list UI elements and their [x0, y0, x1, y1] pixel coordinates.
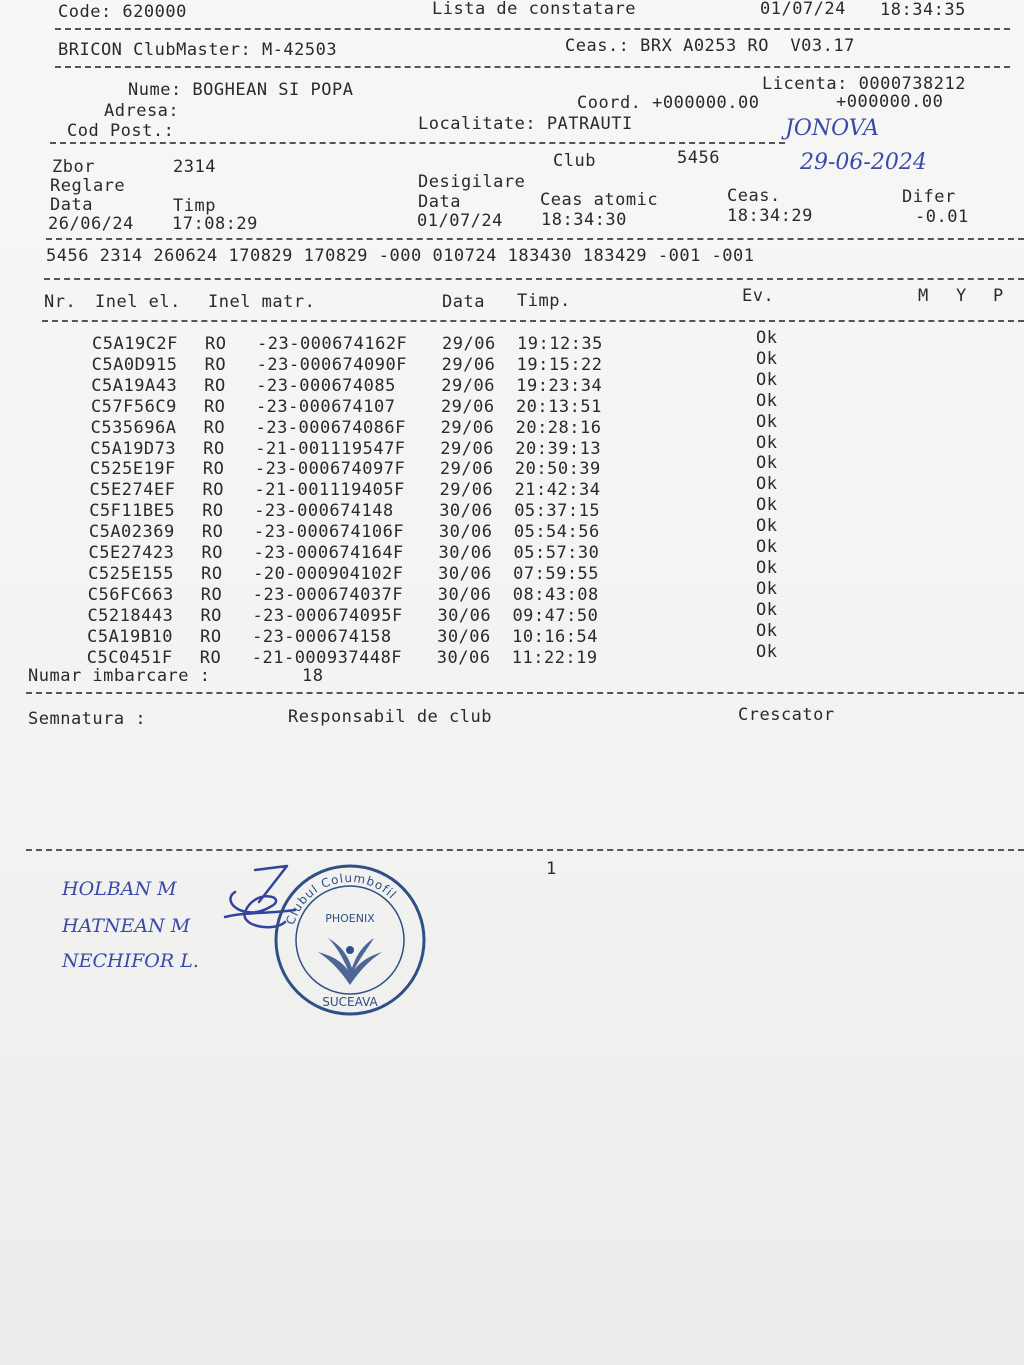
cell-ev: Ok: [756, 369, 778, 390]
code-label: Code: 620000: [58, 2, 187, 22]
divider: [50, 142, 785, 144]
unseal-date-label: Data: [418, 192, 461, 212]
page-number: 1: [546, 859, 557, 879]
print-date: 01/07/24: [760, 0, 846, 19]
cell-timp: 19:15:22: [516, 354, 603, 375]
cell-el: C56FC663: [87, 584, 174, 605]
cell-timp: 20:13:51: [515, 396, 602, 417]
cell-el: C5A19D73: [90, 438, 177, 459]
cell-el: C5A02369: [88, 522, 175, 543]
divider: [26, 692, 1024, 694]
cell-ev: Ok: [756, 537, 778, 557]
address-label: Adresa:: [104, 101, 180, 121]
cell-data: 29/06: [439, 459, 494, 480]
cell-ro: RO: [200, 626, 222, 647]
col-m: M: [918, 286, 929, 306]
cell-timp: 07:59:55: [513, 563, 600, 584]
cell-data: 29/06: [441, 354, 496, 375]
unseal-difference: -0.01: [915, 207, 969, 227]
print-time: 18:34:35: [880, 0, 966, 20]
cell-ro: RO: [201, 563, 223, 584]
cell-timp: 19:12:35: [517, 334, 603, 354]
cell-el: C5C0451F: [86, 647, 173, 668]
cell-el: C57F56C9: [90, 396, 177, 417]
cell-matr: -23-000674164F: [253, 543, 404, 563]
divider: [26, 849, 1024, 851]
setting-time: 17:08:29: [172, 214, 258, 234]
cell-ro: RO: [201, 522, 224, 543]
cell-data: 29/06: [439, 480, 494, 501]
cell-timp: 09:47:50: [512, 605, 599, 626]
cell-el: C5A19A43: [91, 375, 178, 396]
cell-ro: RO: [200, 605, 222, 626]
divider: [44, 278, 1024, 280]
cell-ev: Ok: [756, 641, 778, 662]
cell-ev: Ok: [756, 620, 778, 641]
club-label: Club: [553, 151, 596, 171]
cell-el: C525E155: [88, 563, 175, 584]
setting-label: Reglare: [50, 176, 126, 196]
cell-ev: Ok: [756, 557, 778, 578]
cell-timp: 20:28:16: [515, 417, 602, 438]
stamp-top-text: Clubul Columbofil: [283, 870, 400, 927]
cell-timp: 08:43:08: [512, 584, 599, 605]
cell-data: 29/06: [440, 438, 494, 459]
postcode-label: Cod Post.:: [67, 121, 175, 141]
breeder-label: Crescator: [738, 705, 835, 725]
setting-time-label: Timp: [173, 196, 216, 216]
divider: [42, 320, 1024, 322]
col-time: Timp.: [517, 291, 571, 311]
cell-ev: Ok: [756, 495, 778, 516]
divider: [55, 28, 1010, 30]
stamp-middle-text: PHOENIX: [325, 912, 375, 925]
handwritten-name-2: HATNEAN M: [62, 915, 191, 937]
cell-ev: Ok: [756, 474, 778, 495]
cell-el: C525E19F: [89, 459, 176, 480]
embarked-label: Numar imbarcare :: [28, 666, 211, 686]
cell-data: 29/06: [441, 375, 495, 396]
cell-data: 30/06: [437, 626, 491, 647]
locality: Localitate: PATRAUTI: [418, 114, 633, 134]
cell-ro: RO: [200, 584, 223, 605]
cell-ev: Ok: [756, 348, 778, 369]
cell-ev: Ok: [756, 390, 778, 411]
device-id: BRICON ClubMaster: M-42503: [58, 40, 338, 60]
handwritten-date: 29-06-2024: [800, 150, 927, 175]
handwritten-name-1: HOLBAN M: [62, 878, 177, 900]
cell-matr: -23-000674037F: [252, 584, 404, 605]
cell-ro: RO: [205, 334, 227, 354]
cell-el: C5A19B10: [87, 626, 173, 647]
cell-el: C5F11BE5: [89, 501, 176, 522]
cell-data: 30/06: [438, 563, 492, 584]
cell-ro: RO: [201, 543, 223, 563]
cell-data: 30/06: [436, 647, 491, 668]
cell-el: C535696A: [90, 417, 177, 438]
cell-ro: RO: [203, 396, 226, 417]
cell-timp: 05:54:56: [513, 522, 600, 543]
cell-data: 30/06: [439, 501, 493, 522]
cell-el: C5A19C2F: [92, 334, 178, 354]
cell-matr: -23-000674106F: [253, 522, 405, 543]
cell-el: C5218443: [87, 605, 174, 626]
clock-label: Ceas.: [727, 186, 781, 206]
setting-date: 26/06/24: [48, 214, 134, 234]
embarked-count: 18: [302, 666, 324, 686]
cell-matr: -23-000674086F: [255, 417, 406, 438]
col-p: P: [993, 286, 1004, 306]
signature-label: Semnatura :: [28, 709, 147, 729]
summary-line: 5456 2314 260624 170829 170829 -000 010724 183430 183429 -001 -001: [46, 246, 755, 266]
col-electronic-ring: Inel el.: [95, 292, 181, 312]
cell-matr: -23-000674158: [252, 626, 392, 647]
cell-matr: -23-000674097F: [254, 459, 406, 480]
cell-el: C5E274EF: [89, 480, 176, 501]
club-stamp: [270, 860, 430, 1020]
unseal-atomic: 18:34:30: [541, 210, 627, 230]
cell-data: 30/06: [437, 605, 492, 626]
divider: [46, 238, 1024, 240]
cell-ev: Ok: [756, 516, 778, 537]
col-date: Data: [442, 292, 485, 312]
cell-data: 29/06: [440, 396, 495, 417]
setting-date-label: Data: [50, 195, 93, 215]
licence: Licenta: 0000738212: [762, 74, 966, 94]
owner-name: Nume: BOGHEAN SI POPA: [128, 80, 354, 100]
cell-timp: 21:42:34: [514, 480, 601, 501]
cell-ev: Ok: [756, 432, 778, 453]
atomic-clock-label: Ceas atomic: [540, 190, 659, 210]
clock-id: Ceas.: BRX A0253 RO V03.17: [565, 36, 855, 56]
stamp-bottom-text: SUCEAVA: [322, 995, 378, 1009]
cell-timp: 19:23:34: [516, 375, 603, 396]
coordinates-2: +000000.00: [836, 92, 944, 112]
cell-timp: 20:50:39: [514, 459, 601, 480]
cell-ro: RO: [202, 459, 225, 480]
cell-ro: RO: [204, 354, 227, 375]
cell-el: C5A0D915: [91, 354, 178, 375]
cell-ro: RO: [204, 375, 226, 396]
col-event: Ev.: [742, 286, 775, 306]
divider: [55, 66, 1010, 68]
handwritten-name-3: NECHIFOR L.: [62, 950, 199, 972]
col-nr: Nr.: [44, 292, 77, 312]
cell-ro: RO: [202, 480, 225, 501]
unseal-date: 01/07/24: [417, 211, 503, 231]
col-ring-number: Inel matr.: [208, 292, 316, 312]
cell-matr: -23-000674162F: [257, 334, 408, 354]
cell-timp: 05:57:30: [513, 543, 600, 563]
cell-matr: -23-000674090F: [256, 354, 407, 375]
cell-matr: -23-000674095F: [252, 605, 403, 626]
cell-el: C5E27423: [88, 543, 175, 563]
cell-ev: Ok: [756, 453, 778, 474]
col-y: Y: [956, 286, 967, 306]
cell-data: 30/06: [438, 522, 493, 543]
cell-matr: -21-001119547F: [255, 438, 406, 459]
cell-ev: Ok: [756, 578, 778, 599]
unseal-clock: 18:34:29: [727, 206, 813, 226]
cell-ev: Ok: [756, 599, 778, 620]
cell-matr: -21-000937448F: [251, 647, 403, 668]
cell-timp: 05:37:15: [514, 501, 601, 522]
cell-matr: -23-000674148: [254, 501, 394, 522]
document-title: Lista de constatare: [432, 0, 636, 19]
cell-data: 30/06: [438, 543, 493, 563]
unseal-label: Desigilare: [418, 172, 526, 192]
cell-ro: RO: [203, 417, 226, 438]
difference-label: Difer: [902, 187, 956, 207]
flight-label: Zbor: [52, 157, 95, 177]
handwritten-place: JONOVA: [785, 116, 880, 141]
cell-ro: RO: [203, 438, 225, 459]
cell-timp: 10:16:54: [512, 626, 598, 647]
cell-matr: -20-000904102F: [253, 563, 404, 584]
cell-ev: Ok: [756, 411, 778, 432]
cell-data: 29/06: [440, 417, 495, 438]
cell-ev: Ok: [756, 328, 778, 348]
cell-timp: 20:39:13: [515, 438, 602, 459]
coordinates: Coord. +000000.00: [577, 93, 760, 113]
cell-timp: 11:22:19: [511, 647, 598, 668]
cell-ro: RO: [202, 501, 224, 522]
flight-number: 2314: [173, 157, 216, 177]
cell-data: 30/06: [437, 584, 492, 605]
cell-matr: -21-001119405F: [254, 480, 405, 501]
club-responsible: Responsabil de club: [288, 707, 492, 727]
cell-ro: RO: [199, 647, 222, 668]
cell-matr: -23-000674085: [256, 375, 396, 396]
cell-matr: -23-000674107: [255, 396, 396, 417]
club-number: 5456: [677, 148, 720, 168]
cell-data: 29/06: [442, 334, 496, 354]
